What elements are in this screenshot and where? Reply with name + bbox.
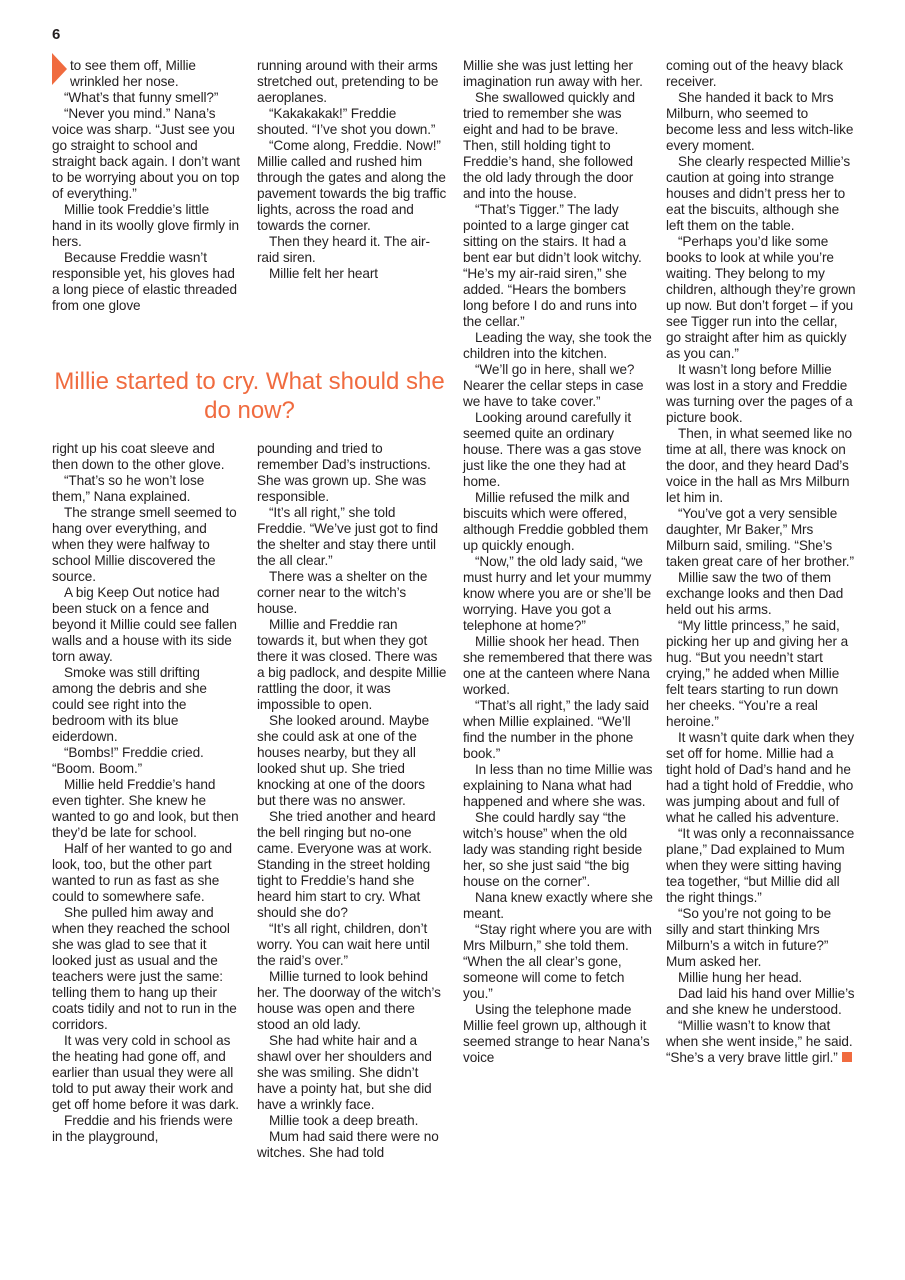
paragraph: She clearly respected Millie’s caution at going into strange houses and didn’t press her to eat the biscuits, although she left them on the table. [666, 154, 851, 233]
paragraph: She looked around. Maybe she could ask at one of the houses nearby, but they all looked shut up. She tried knocking at one of the doors but there was no answer. [257, 713, 430, 808]
paragraph-final [666, 1018, 856, 1066]
paragraph: Then they heard it. The air-raid siren. [257, 234, 430, 265]
column-2-bottom [257, 441, 447, 1161]
end-square-icon [842, 1052, 852, 1062]
paragraph: “Kakakakak!” Freddie shouted. “I’ve shot you down.” [257, 106, 436, 137]
paragraph: “So you’re not going to be silly and start thinking Mrs Milburn’s a witch in future?” Mum asked her. [666, 906, 832, 969]
paragraph: “Perhaps you’d like some books to look at while you’re waiting. They belong to my children, although they’re grown up now. But don’t forget – if you see Tigger run into the cellar, go straight after him as quickly as you can.” [666, 234, 856, 361]
paragraph: “It’s all right,” she told Freddie. “We’ve just got to find the shelter and stay there until the all clear.” [257, 505, 438, 568]
paragraph: Half of her wanted to go and look, too, but the other part wanted to run as fast as she could to somewhere safe. [52, 841, 232, 904]
paragraph: “We’ll go in here, shall we? Nearer the cellar steps in case we have to take cover.” [463, 362, 644, 409]
paragraph: Smoke was still drifting among the debris and she could see right into the bedroom with its blue eiderdown. [52, 665, 207, 744]
paragraph: She swallowed quickly and tried to remember she was eight and had to be brave. Then, still holding tight to Freddie’s hand, she followed the old lady through the door and into the house. [463, 90, 635, 201]
paragraph: There was a shelter on the corner near to the witch’s house. [257, 569, 428, 616]
paragraph: coming out of the heavy black receiver. [666, 58, 843, 89]
paragraph-text: “Millie wasn’t to know that when she went inside,” he said. “She’s a very brave little girl.” [666, 1018, 853, 1065]
paragraph: Nana knew exactly where she meant. [463, 890, 653, 921]
paragraph: Millie refused the milk and biscuits which were offered, although Freddie gobbled them up quickly enough. [463, 490, 649, 553]
paragraph: The strange smell seemed to hang over everything, and when they were halfway to school Millie discovered the source. [52, 505, 237, 584]
page-number: 6 [52, 26, 61, 43]
paragraph: She tried another and heard the bell ringing but no-one came. Everyone was at work. Standing in the street holding tight to Freddie’s hand she heard him start to cry. What should she do? [257, 809, 436, 920]
column-1-bottom [52, 441, 242, 1145]
paragraph: right up his coat sleeve and then down to the other glove. [52, 441, 225, 472]
paragraph: “Bombs!” Freddie cried. “Boom. Boom.” [52, 745, 204, 776]
paragraph: “Come along, Freddie. Now!” Millie called and rushed him through the gates and along the pavement towards the big traffic lights, across the road and towards the corner. [257, 138, 447, 233]
paragraph: “My little princess,” he said, picking her up and giving her a hug. “But you needn’t start crying,” he added when Millie felt tears starting to run down her cheeks. “You’re a real heroine.” [666, 618, 849, 729]
paragraph: It was very cold in school as the heating had gone off, and earlier than usual they were all told to put away their work and get off home before it was dark. [52, 1033, 239, 1112]
paragraph: Millie saw the two of them exchange looks and then Dad held out his arms. [666, 570, 844, 617]
paragraph: A big Keep Out notice had been stuck on a fence and beyond it Millie could see fallen walls and a house with its side torn away. [52, 585, 237, 664]
column-4 [666, 58, 856, 1066]
paragraph: Leading the way, she took the children into the kitchen. [463, 330, 652, 361]
paragraph: Using the telephone made Millie feel grown up, although it seemed strange to hear Nana’s voice [463, 1002, 650, 1065]
paragraph: Millie took a deep breath. [269, 1113, 419, 1128]
paragraph: Looking around carefully it seemed quite an ordinary house. There was a gas stove just like the one they had at home. [463, 410, 642, 489]
paragraph: Mum had said there were no witches. She had told [257, 1129, 439, 1160]
paragraph: “What’s that funny smell?” [64, 90, 219, 105]
column-1-top [52, 58, 242, 314]
paragraph: “It’s all right, children, don’t worry. You can wait here until the raid’s over.” [257, 921, 430, 968]
paragraph: pounding and tried to remember Dad’s instructions. She was grown up. She was responsible. [257, 441, 431, 504]
paragraph: She could hardly say “the witch’s house” when the old lady was standing right beside her, so she just said “the big house on the corner”. [463, 810, 643, 889]
paragraph: Millie held Freddie’s hand even tighter. She knew he wanted to go and look, but then they’d be late for school. [52, 777, 239, 840]
paragraph: “Stay right where you are with Mrs Milburn,” she told them. “When the all clear’s gone, someone will come to fetch you.” [463, 922, 652, 1001]
paragraph: “Never you mind.” Nana’s voice was sharp. “Just see you go straight to school and straight back again. I don’t want to be worrying about you on top of everything.” [52, 106, 240, 201]
paragraph: Freddie and his friends were in the playground, [52, 1113, 233, 1144]
paragraph: Millie and Freddie ran towards it, but when they got there it was closed. There was a big padlock, and despite Millie rattling the door, it was impossible to open. [257, 617, 447, 712]
paragraph: She pulled him away and when they reached the school she was glad to see that it looked just as usual and the teachers were just the same: telling them to hang up their coats tidily and not to run in the corridors. [52, 905, 237, 1032]
paragraph: to see them off, Millie wrinkled her nose. [70, 58, 196, 89]
paragraph: She handed it back to Mrs Milburn, who seemed to become less and less witch-like every moment. [666, 90, 854, 153]
column-2-top [257, 58, 447, 282]
pull-quote-headline: Millie started to cry. What should she do now? [54, 368, 445, 424]
paragraph: Then, in what seemed like no time at all, there was knock on the door, and they heard Dad’s voice in the hall as Mrs Milburn let him in. [666, 426, 853, 505]
paragraph: “That’s Tigger.” The lady pointed to a large ginger cat sitting on the stairs. It had a bent ear but didn’t look witchy. “He’s my air-raid siren,” she added. “Hears the bombers long before I do and runs into the cellar.” [463, 202, 642, 329]
paragraph: “Now,” the old lady said, “we must hurry and let your mummy know where you are or she’ll be worrying. Have you got a telephone at home?” [463, 554, 652, 633]
column-3 [463, 58, 653, 1066]
paragraph: In less than no time Millie was explaining to Nana what had happened and where she was. [463, 762, 653, 809]
paragraph: Millie felt her heart [269, 266, 378, 281]
paragraph: “It was only a reconnaissance plane,” Dad explained to Mum when they were sitting having tea together, “but Millie did all the right things.” [666, 826, 855, 905]
paragraph: Millie she was just letting her imagination run away with her. [463, 58, 643, 89]
paragraph: Millie hung her head. [678, 970, 803, 985]
paragraph: Millie took Freddie’s little hand in its woolly glove firmly in hers. [52, 202, 239, 249]
paragraph: It wasn’t long before Millie was lost in a story and Freddie was turning over the pages of a picture book. [666, 362, 853, 425]
paragraph: Dad laid his hand over Millie’s and she knew he understood. [666, 986, 855, 1017]
paragraph: “You’ve got a very sensible daughter, Mr Baker,” Mrs Milburn said, smiling. “She’s taken great care of her brother.” [666, 506, 854, 569]
paragraph: “That’s so he won’t lose them,” Nana explained. [52, 473, 205, 504]
paragraph: Millie shook her head. Then she remembered that there was one at the canteen where Nana worked. [463, 634, 653, 697]
paragraph: running around with their arms stretched out, pretending to be aeroplanes. [257, 58, 439, 105]
paragraph: “That’s all right,” the lady said when Millie explained. “We’ll find the number in the phone book.” [463, 698, 650, 761]
paragraph: Because Freddie wasn’t responsible yet, his gloves had a long piece of elastic threaded from one glove [52, 250, 237, 313]
paragraph: It wasn’t quite dark when they set off for home. Millie had a tight hold of Dad’s hand and he had a tight hold of Freddie, who was jumping about and full of what he called his adventure. [666, 730, 855, 825]
paragraph: Millie turned to look behind her. The doorway of the witch’s house was open and there stood an old lady. [257, 969, 441, 1032]
paragraph: She had white hair and a shawl over her shoulders and she was smiling. She didn’t have a pointy hat, but she did have a wrinkly face. [257, 1033, 432, 1112]
